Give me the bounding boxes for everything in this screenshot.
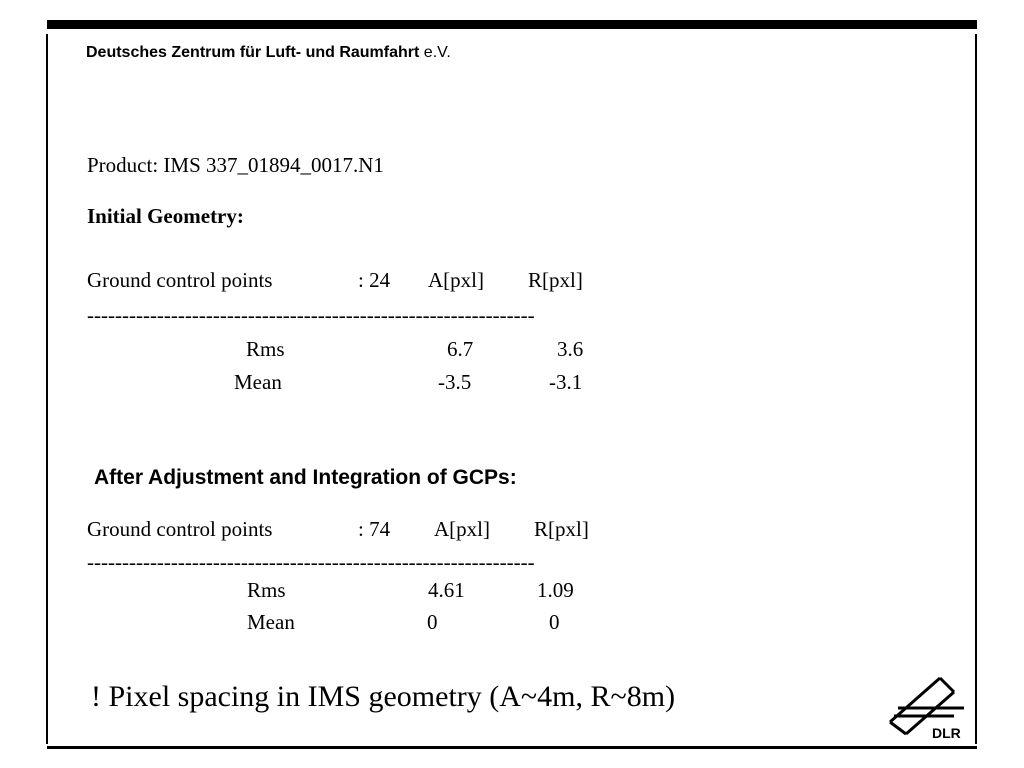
row-label-mean-after: Mean xyxy=(247,610,295,634)
product-line: Product: IMS 337_01894_0017.N1 xyxy=(87,153,384,177)
organization-name: Deutsches Zentrum für Luft- und Raumfahrt xyxy=(86,44,420,61)
row-r-mean-initial: -3.1 xyxy=(549,370,583,394)
dlr-logo-text: DLR xyxy=(932,725,961,741)
row-r-rms-after: 1.09 xyxy=(537,578,574,602)
dlr-logo xyxy=(884,672,972,742)
row-r-mean-after: 0 xyxy=(549,610,560,634)
row-label-mean-initial: Mean xyxy=(234,370,282,394)
col-r-header-initial: R[pxl] xyxy=(528,268,583,292)
col-a-header-after: A[pxl] xyxy=(434,517,490,541)
row-a-mean-initial: -3.5 xyxy=(438,370,472,394)
after-adjustment-heading: After Adjustment and Integration of GCPs: xyxy=(94,466,517,489)
dlr-logo-icon xyxy=(884,672,972,742)
bottom-rule xyxy=(47,746,977,749)
separator-after: ---------------------------------------------------------------- xyxy=(87,550,535,574)
top-rule xyxy=(47,20,977,29)
col-r-header-after: R[pxl] xyxy=(534,517,589,541)
gcp-label-initial: Ground control points xyxy=(87,268,273,292)
gcp-count-after: : 74 xyxy=(358,517,391,541)
row-a-mean-after: 0 xyxy=(427,610,438,634)
row-label-rms-initial: Rms xyxy=(246,337,285,361)
organization-header xyxy=(86,44,451,62)
gcp-count-initial: : 24 xyxy=(358,268,391,292)
gcp-label-after: Ground control points xyxy=(87,517,273,541)
separator-initial: ---------------------------------------------------------------- xyxy=(87,303,535,327)
left-border xyxy=(46,34,48,744)
row-a-rms-initial: 6.7 xyxy=(447,337,474,361)
pixel-spacing-note: ! Pixel spacing in IMS geometry (A~4m, R~8m) xyxy=(91,680,676,713)
col-a-header-initial: A[pxl] xyxy=(428,268,484,292)
initial-geometry-heading: Initial Geometry: xyxy=(87,204,244,228)
organization-suffix: e.V. xyxy=(419,44,451,61)
row-label-rms-after: Rms xyxy=(247,578,286,602)
right-border xyxy=(975,34,977,744)
row-r-rms-initial: 3.6 xyxy=(557,337,584,361)
row-a-rms-after: 4.61 xyxy=(428,578,465,602)
